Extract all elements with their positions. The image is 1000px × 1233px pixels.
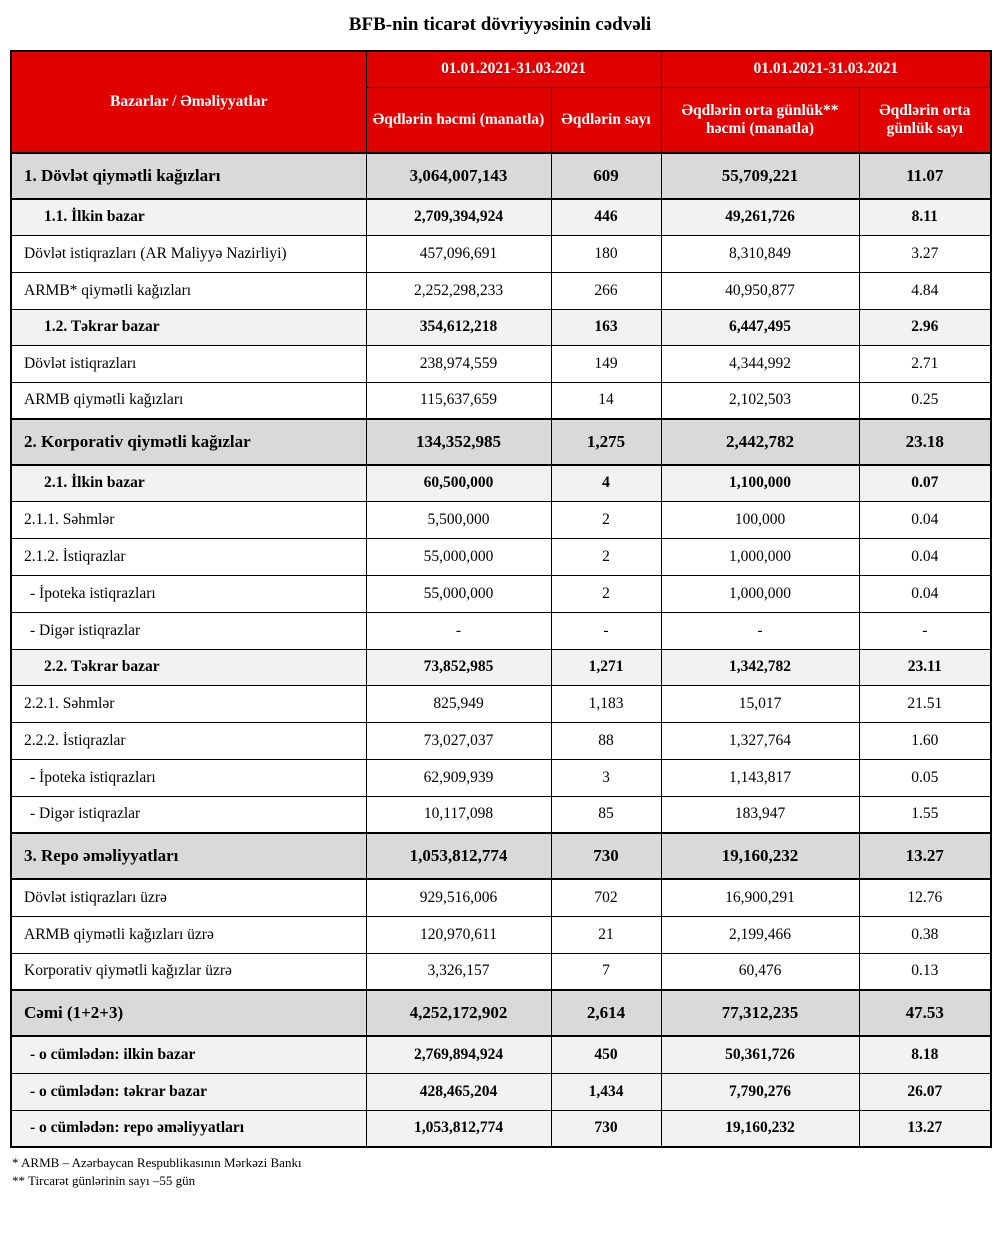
table-row xyxy=(11,235,991,272)
col-header-markets-operations: Bazarlar / Əməliyyatlar xyxy=(11,51,366,153)
footnote-armb: * ARMB – Azərbaycan Respublikasının Mərkəzi Bankı xyxy=(12,1155,302,1170)
row-label: - o cümlədən: təkrar bazar xyxy=(11,1073,366,1110)
table-row xyxy=(11,879,991,916)
table-row xyxy=(11,345,991,382)
row-value: 450 xyxy=(551,1036,661,1073)
row-value: 134,352,985 xyxy=(366,419,551,465)
row-value: 1,000,000 xyxy=(661,538,859,575)
row-value: 266 xyxy=(551,272,661,309)
row-value: 4,252,172,902 xyxy=(366,990,551,1036)
table-row xyxy=(11,612,991,649)
row-value: 0.38 xyxy=(859,916,991,953)
row-label: 1. Dövlət qiymətli kağızları xyxy=(11,153,366,199)
row-value: 2,252,298,233 xyxy=(366,272,551,309)
row-value: 3,326,157 xyxy=(366,953,551,990)
row-label: 1.2. Təkrar bazar xyxy=(11,309,366,345)
row-value: 47.53 xyxy=(859,990,991,1036)
row-value: 14 xyxy=(551,382,661,419)
row-value: 1,342,782 xyxy=(661,649,859,685)
row-value: 1.60 xyxy=(859,722,991,759)
col-subheader-1: Əqdlərin sayı xyxy=(551,87,661,153)
row-value: 62,909,939 xyxy=(366,759,551,796)
table-row xyxy=(11,833,991,879)
row-label: 2.1. İlkin bazar xyxy=(11,465,366,501)
row-value: 50,361,726 xyxy=(661,1036,859,1073)
row-label: - İpoteka istiqrazları xyxy=(11,575,366,612)
footnotes xyxy=(10,1154,990,1190)
row-label: 2.1.2. İstiqrazlar xyxy=(11,538,366,575)
row-value: 428,465,204 xyxy=(366,1073,551,1110)
row-value: 2.96 xyxy=(859,309,991,345)
table-row xyxy=(11,722,991,759)
row-value: 21.51 xyxy=(859,685,991,722)
table-row xyxy=(11,309,991,345)
row-label: Dövlət istiqrazları xyxy=(11,345,366,382)
row-label: 2. Korporativ qiymətli kağızlar xyxy=(11,419,366,465)
row-value: 2,102,503 xyxy=(661,382,859,419)
row-value: 2 xyxy=(551,501,661,538)
table-row xyxy=(11,916,991,953)
row-value: 0.13 xyxy=(859,953,991,990)
row-value: 0.04 xyxy=(859,538,991,575)
row-value: 0.25 xyxy=(859,382,991,419)
row-value: 609 xyxy=(551,153,661,199)
row-value: 702 xyxy=(551,879,661,916)
row-value: 10,117,098 xyxy=(366,796,551,833)
col-subheader-0: Əqdlərin həcmi (manatla) xyxy=(366,87,551,153)
table-body xyxy=(11,153,991,1147)
row-value: 8.11 xyxy=(859,199,991,235)
page-title: BFB-nin ticarət dövriyyəsinin cədvəli xyxy=(348,14,652,35)
table-row xyxy=(11,153,991,199)
row-value: 4,344,992 xyxy=(661,345,859,382)
row-value: 23.11 xyxy=(859,649,991,685)
row-value: 16,900,291 xyxy=(661,879,859,916)
row-value: 446 xyxy=(551,199,661,235)
row-value: 238,974,559 xyxy=(366,345,551,382)
row-label: ARMB qiymətli kağızları xyxy=(11,382,366,419)
row-value: - xyxy=(551,612,661,649)
row-value: 1,053,812,774 xyxy=(366,833,551,879)
table-row xyxy=(11,990,991,1036)
row-value: 77,312,235 xyxy=(661,990,859,1036)
row-value: 1,143,817 xyxy=(661,759,859,796)
row-value: 1,100,000 xyxy=(661,465,859,501)
row-value: 73,852,985 xyxy=(366,649,551,685)
table-row xyxy=(11,796,991,833)
header-row-periods xyxy=(11,51,991,87)
row-value: 120,970,611 xyxy=(366,916,551,953)
row-value: 5,500,000 xyxy=(366,501,551,538)
row-value: 1,434 xyxy=(551,1073,661,1110)
row-value: 183,947 xyxy=(661,796,859,833)
row-value: 55,709,221 xyxy=(661,153,859,199)
row-value: 15,017 xyxy=(661,685,859,722)
table-row xyxy=(11,199,991,235)
row-label: 3. Repo əməliyyatları xyxy=(11,833,366,879)
table-row xyxy=(11,759,991,796)
row-value: 354,612,218 xyxy=(366,309,551,345)
row-value: 2.71 xyxy=(859,345,991,382)
row-label: - o cümlədən: repo əməliyyatları xyxy=(11,1110,366,1147)
row-value: - xyxy=(366,612,551,649)
footnote-trading-days: ** Tircarət günlərinin sayı –55 gün xyxy=(12,1173,196,1189)
row-value: 88 xyxy=(551,722,661,759)
row-value: 100,000 xyxy=(661,501,859,538)
row-value: 825,949 xyxy=(366,685,551,722)
row-value: 19,160,232 xyxy=(661,833,859,879)
row-value: 49,261,726 xyxy=(661,199,859,235)
row-label: 2.2. Təkrar bazar xyxy=(11,649,366,685)
col-subheader-2: Əqdlərin orta günlük** həcmi (manatla) xyxy=(661,87,859,153)
row-value: 21 xyxy=(551,916,661,953)
row-label: - o cümlədən: ilkin bazar xyxy=(11,1036,366,1073)
row-value: 11.07 xyxy=(859,153,991,199)
row-value: 0.04 xyxy=(859,575,991,612)
col-header-period-1: 01.01.2021-31.03.2021 xyxy=(366,51,661,87)
row-label: Dövlət istiqrazları (AR Maliyyə Nazirliyi) xyxy=(11,235,366,272)
row-value: 1,000,000 xyxy=(661,575,859,612)
table-row xyxy=(11,685,991,722)
row-value: 180 xyxy=(551,235,661,272)
table-row xyxy=(11,382,991,419)
col-header-period-2: 01.01.2021-31.03.2021 xyxy=(661,51,991,87)
table-row xyxy=(11,1073,991,1110)
row-value: 19,160,232 xyxy=(661,1110,859,1147)
table-row xyxy=(11,1110,991,1147)
col-subheader-3: Əqdlərin orta günlük sayı xyxy=(859,87,991,153)
row-label: - Digər istiqrazlar xyxy=(11,796,366,833)
row-value: 1,327,764 xyxy=(661,722,859,759)
table-row xyxy=(11,575,991,612)
row-value: 4.84 xyxy=(859,272,991,309)
row-value: 0.05 xyxy=(859,759,991,796)
row-value: 2,769,894,924 xyxy=(366,1036,551,1073)
row-value: 1.55 xyxy=(859,796,991,833)
row-value: 13.27 xyxy=(859,1110,991,1147)
row-value: 115,637,659 xyxy=(366,382,551,419)
table-row xyxy=(11,538,991,575)
row-value: 2,614 xyxy=(551,990,661,1036)
row-value: 4 xyxy=(551,465,661,501)
row-value: 1,271 xyxy=(551,649,661,685)
row-value: 0.04 xyxy=(859,501,991,538)
row-value: 40,950,877 xyxy=(661,272,859,309)
row-label: 1.1. İlkin bazar xyxy=(11,199,366,235)
table-header xyxy=(11,51,991,153)
row-value: 12.76 xyxy=(859,879,991,916)
row-value: 730 xyxy=(551,833,661,879)
row-value: 163 xyxy=(551,309,661,345)
row-value: 730 xyxy=(551,1110,661,1147)
table-row xyxy=(11,465,991,501)
row-value: 60,476 xyxy=(661,953,859,990)
row-value: 73,027,037 xyxy=(366,722,551,759)
table-row xyxy=(11,272,991,309)
row-label: Dövlət istiqrazları üzrə xyxy=(11,879,366,916)
table-row xyxy=(11,1036,991,1073)
row-label: 2.2.2. İstiqrazlar xyxy=(11,722,366,759)
row-value: 23.18 xyxy=(859,419,991,465)
row-label: ARMB* qiymətli kağızları xyxy=(11,272,366,309)
row-value: 3.27 xyxy=(859,235,991,272)
row-value: 3,064,007,143 xyxy=(366,153,551,199)
row-value: 457,096,691 xyxy=(366,235,551,272)
row-value: 7,790,276 xyxy=(661,1073,859,1110)
row-value: 26.07 xyxy=(859,1073,991,1110)
row-value: 8.18 xyxy=(859,1036,991,1073)
row-value: 85 xyxy=(551,796,661,833)
row-value: 2,709,394,924 xyxy=(366,199,551,235)
row-label: 2.1.1. Səhmlər xyxy=(11,501,366,538)
row-label: Cəmi (1+2+3) xyxy=(11,990,366,1036)
row-value: 13.27 xyxy=(859,833,991,879)
row-value: 929,516,006 xyxy=(366,879,551,916)
trade-turnover-table xyxy=(10,50,992,1148)
row-value: 6,447,495 xyxy=(661,309,859,345)
row-label: ARMB qiymətli kağızları üzrə xyxy=(11,916,366,953)
table-row xyxy=(11,419,991,465)
row-value: 2 xyxy=(551,575,661,612)
row-value: - xyxy=(859,612,991,649)
row-label: - İpoteka istiqrazları xyxy=(11,759,366,796)
table-row xyxy=(11,649,991,685)
row-value: 60,500,000 xyxy=(366,465,551,501)
row-value: 55,000,000 xyxy=(366,538,551,575)
row-label: 2.2.1. Səhmlər xyxy=(11,685,366,722)
row-value: 8,310,849 xyxy=(661,235,859,272)
row-value: 2 xyxy=(551,538,661,575)
row-value: 0.07 xyxy=(859,465,991,501)
row-value: 149 xyxy=(551,345,661,382)
row-value: 3 xyxy=(551,759,661,796)
row-value: 7 xyxy=(551,953,661,990)
row-value: 55,000,000 xyxy=(366,575,551,612)
row-value: 1,275 xyxy=(551,419,661,465)
table-row xyxy=(11,953,991,990)
row-value: 1,053,812,774 xyxy=(366,1110,551,1147)
row-value: 2,199,466 xyxy=(661,916,859,953)
row-label: Korporativ qiymətli kağızlar üzrə xyxy=(11,953,366,990)
row-value: 1,183 xyxy=(551,685,661,722)
row-value: - xyxy=(661,612,859,649)
table-row xyxy=(11,501,991,538)
row-label: - Digər istiqrazlar xyxy=(11,612,366,649)
row-value: 2,442,782 xyxy=(661,419,859,465)
